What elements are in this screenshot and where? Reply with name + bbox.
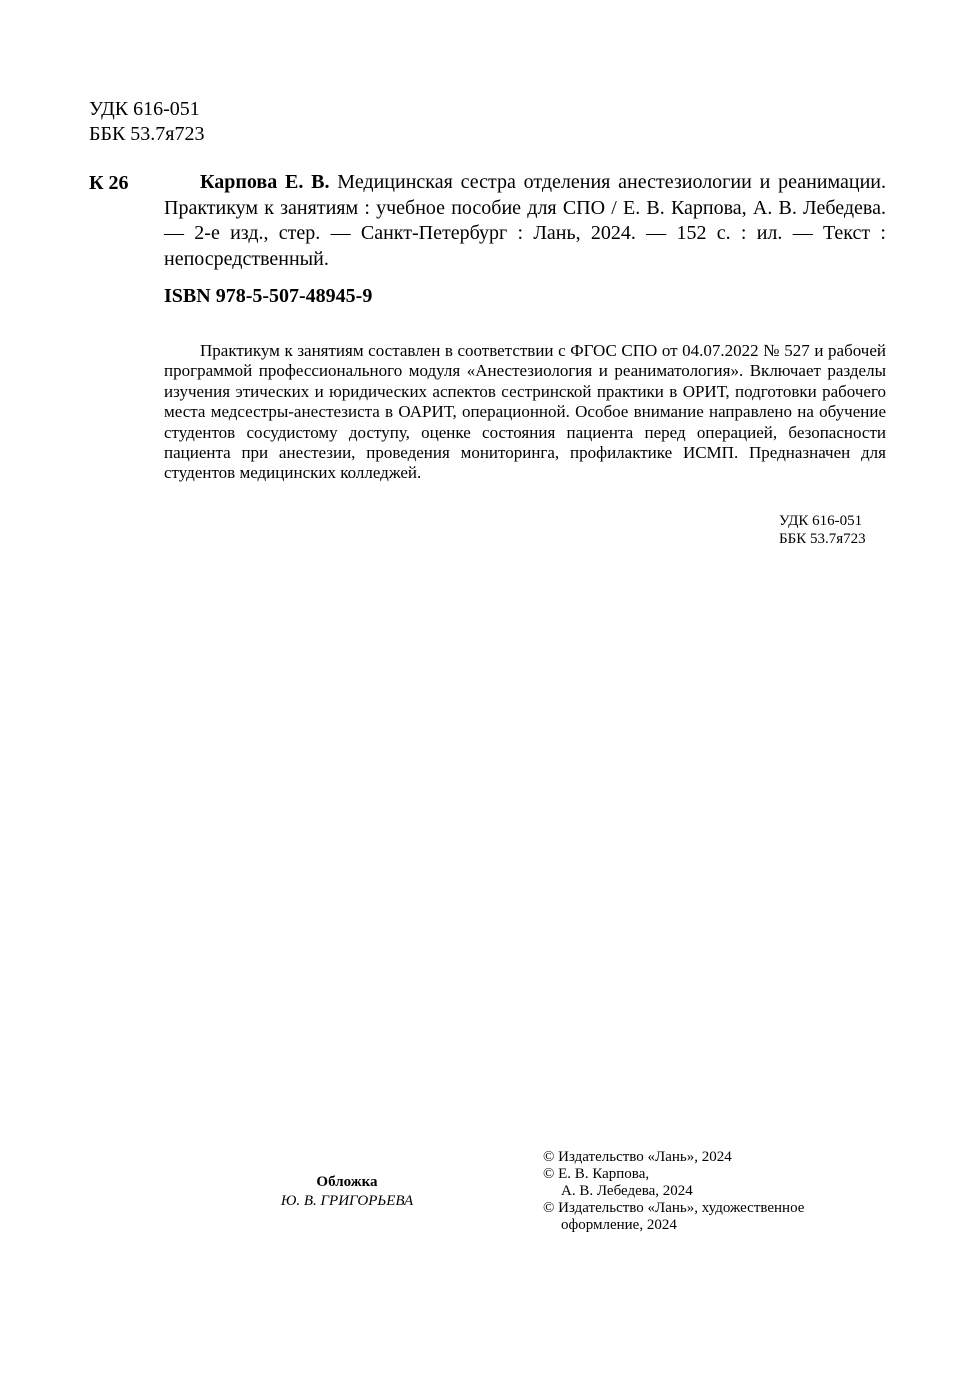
copyright-block (543, 1149, 804, 1234)
copyright-line: © Издательство «Лань», художественное (543, 1200, 805, 1216)
cover-designer: Ю. В. ГРИГОРЬЕВА (280, 1193, 414, 1209)
cover-credit (247, 1173, 447, 1211)
isbn: ISBN 978-5-507-48945-9 (164, 285, 373, 307)
classification-footer (779, 512, 866, 548)
udc-code: УДК 616-051 (89, 98, 200, 120)
bibliographic-record (164, 170, 886, 272)
udc-code-bottom: УДК 616-051 (779, 513, 863, 529)
copyright-line: оформление, 2024 (561, 1217, 677, 1233)
bibliographic-description: Медицинская сестра отделения анестезиологии и реанимации. Практикум к занятиям : учебное пособие для СПО / Е. В. Карпова, А. В. Лебедева. — 2-е изд., стер. — Санкт-Петербург : Лань, 2024. — 152 с. : ил. — Текст : непосредственный. (164, 171, 887, 270)
annotation: Практикум к занятиям составлен в соответствии с ФГОС СПО от 04.07.2022 № 527 и рабочей программой профессионального модуля «Анестезиология и реаниматология». Включает разделы изучения этических и юридических аспектов сестринской практики в ОРИТ, подготовки рабочего места медсестры-анестезиста в ОАРИТ, операционной. Особое внимание направлено на обучение студентов сосудистому доступу, оценке состояния пациента перед операцией, безопасности пациента при анестезии, проведения мониторинга, профилактике ИСМП. Предназначен для студентов медицинских колледжей. (164, 341, 886, 483)
bbk-code-bottom: ББК 53.7я723 (779, 531, 866, 547)
author-sign: К 26 (89, 172, 129, 194)
copyright-line: © Е. В. Карпова, (543, 1166, 650, 1182)
copyright-line: © Издательство «Лань», 2024 (543, 1149, 732, 1165)
classification-header (89, 97, 205, 147)
author-name: Карпова Е. В. (200, 171, 330, 193)
copyright-line: А. В. Лебедева, 2024 (561, 1183, 693, 1199)
cover-label: Обложка (316, 1174, 378, 1190)
bbk-code: ББК 53.7я723 (89, 123, 205, 145)
